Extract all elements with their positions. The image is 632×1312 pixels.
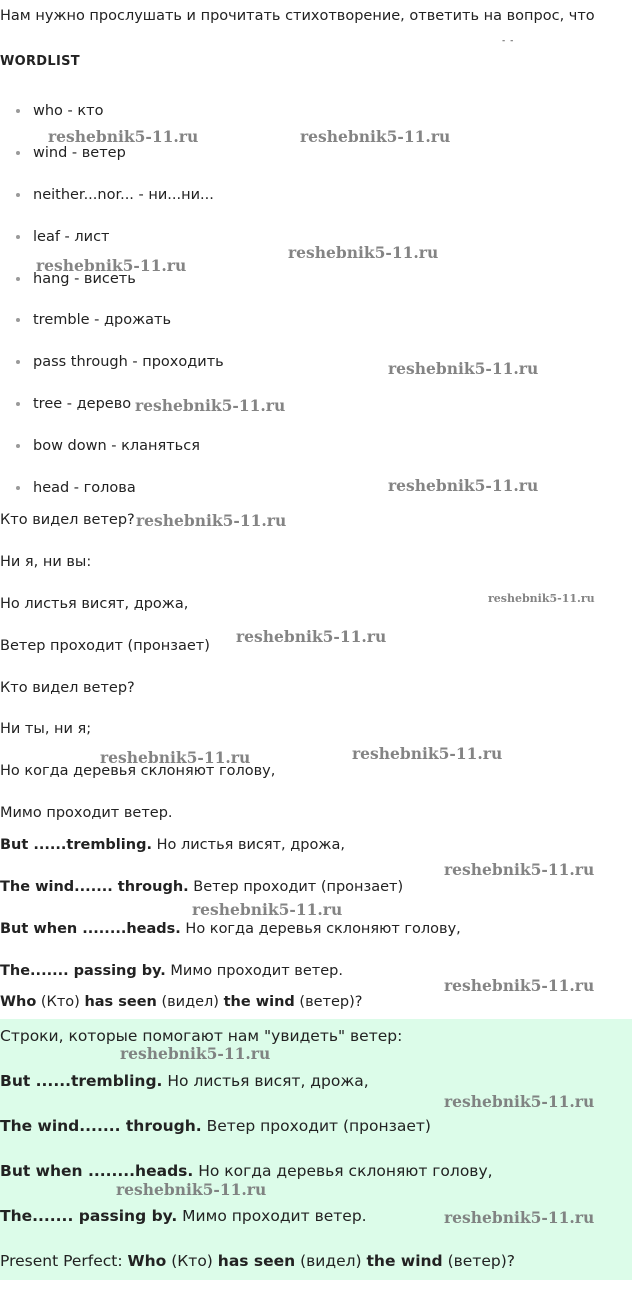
bullet-icon [16, 486, 20, 490]
translation-line: Но когда деревья склоняют голову, [0, 763, 276, 779]
watermark-text: reshebnik5-11.ru [135, 396, 286, 415]
highlight-box [0, 1019, 632, 1280]
watermark-text: reshebnik5-11.ru [100, 748, 251, 767]
intro-text: Нам нужно прослушать и прочитать стихотворение, ответить на вопрос, что [0, 8, 595, 24]
translation-line: Ветер проходит (пронзает) [0, 638, 210, 654]
translation-line: Кто видел ветер? [0, 680, 135, 696]
translation-line: Мимо проходит ветер. [0, 805, 173, 821]
bullet-icon [16, 235, 20, 239]
highlight-line: But when ........heads. Но когда деревья склоняют голову, [0, 1162, 493, 1180]
bullet-icon [16, 402, 20, 406]
bullet-icon [16, 444, 20, 448]
bullet-icon [16, 318, 20, 322]
watermark-text: reshebnik5-11.ru [120, 1044, 271, 1063]
translation-line: Но листья висят, дрожа, [0, 596, 189, 612]
highlight-line: The wind....... through. Ветер проходит (пронзает) [0, 1117, 431, 1135]
watermark-text: reshebnik5-11.ru [444, 976, 595, 995]
answer-line: But ......trembling. Но листья висят, дрожа, [0, 837, 345, 853]
watermark-text: reshebnik5-11.ru [36, 256, 187, 275]
highlight-intro: Строки, которые помогают нам "увидеть" ветер: [0, 1027, 403, 1045]
partial-text-fragment: ‐ ‐ [502, 36, 515, 46]
question-line: Who (Кто) has seen (видел) the wind (ветер)? [0, 994, 363, 1010]
watermark-text: reshebnik5-11.ru [444, 1092, 595, 1111]
watermark-text: reshebnik5-11.ru [352, 744, 503, 763]
watermark-text: reshebnik5-11.ru [444, 1208, 595, 1227]
answer-line: The....... passing by. Мимо проходит ветер. [0, 963, 343, 979]
wordlist-item: wind - ветер [16, 145, 126, 161]
watermark-text: reshebnik5-11.ru [444, 860, 595, 879]
bullet-icon [16, 193, 20, 197]
watermark-text: reshebnik5-11.ru [192, 900, 343, 919]
watermark-text: reshebnik5-11.ru [116, 1180, 267, 1199]
answer-line: But when ........heads. Но когда деревья склоняют голову, [0, 921, 461, 937]
watermark-text: reshebnik5-11.ru [236, 627, 387, 646]
wordlist-item: tremble - дрожать [16, 312, 171, 328]
bullet-icon [16, 277, 20, 281]
watermark-text: reshebnik5-11.ru [136, 511, 287, 530]
highlight-line: The....... passing by. Мимо проходит ветер. [0, 1207, 367, 1225]
watermark-text: reshebnik5-11.ru [388, 359, 539, 378]
wordlist-item: hang - висеть [16, 271, 136, 287]
watermark-text: reshebnik5-11.ru [388, 476, 539, 495]
wordlist-item: who - кто [16, 103, 103, 119]
highlight-line: But ......trembling. Но листья висят, дрожа, [0, 1072, 369, 1090]
translation-line: Ни я, ни вы: [0, 554, 92, 570]
wordlist-item: head - голова [16, 480, 136, 496]
wordlist-title: WORDLIST [0, 54, 80, 69]
bullet-icon [16, 151, 20, 155]
watermark-text: reshebnik5-11.ru [300, 127, 451, 146]
wordlist-item: neither...nor... - ни...ни... [16, 187, 214, 203]
bullet-icon [16, 360, 20, 364]
watermark-text: reshebnik5-11.ru [488, 592, 595, 605]
wordlist-item: tree - дерево [16, 396, 131, 412]
answer-line: The wind....... through. Ветер проходит (пронзает) [0, 879, 404, 895]
bullet-icon [16, 109, 20, 113]
wordlist-item: pass through - проходить [16, 354, 224, 370]
present-perfect-line: Present Perfect: Who (Кто) has seen (видел) the wind (ветер)? [0, 1252, 515, 1270]
watermark-text: reshebnik5-11.ru [288, 243, 439, 262]
wordlist-item: leaf - лист [16, 229, 110, 245]
translation-line: Ни ты, ни я; [0, 721, 92, 737]
translation-line: Кто видел ветер? [0, 512, 135, 528]
wordlist-item: bow down - кланяться [16, 438, 200, 454]
watermark-text: reshebnik5-11.ru [48, 127, 199, 146]
